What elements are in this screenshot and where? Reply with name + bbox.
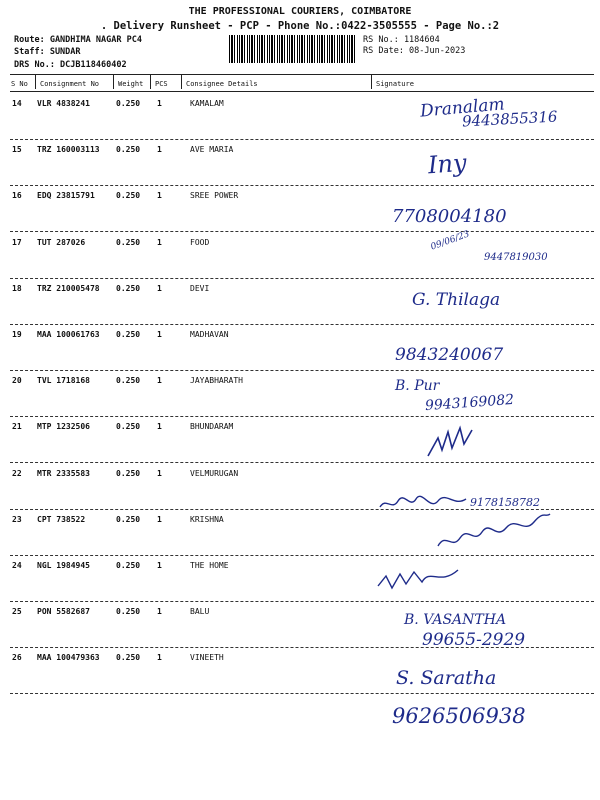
row-pcs: 1 — [157, 607, 162, 617]
signature-scribble — [434, 510, 554, 555]
row-pcs: 1 — [157, 191, 162, 201]
row-weight: 0.250 — [116, 607, 141, 617]
barcode — [229, 35, 355, 63]
row-weight: 0.250 — [116, 330, 141, 339]
signature-date: 09/06/23 — [429, 229, 471, 253]
table-top-rule — [10, 74, 594, 75]
col-signature-header: Signature — [376, 80, 414, 88]
row-pcs: 1 — [157, 283, 162, 293]
row-consignee: THE HOME — [190, 561, 229, 570]
row-sno: 14 — [12, 99, 22, 108]
signature-phone: 9843240067 — [395, 345, 504, 365]
row-consignee: MADHAVAN — [190, 330, 229, 339]
row-consignee: BHUNDARAM — [190, 422, 234, 432]
row-consignee: VINEETH — [190, 653, 224, 663]
row-pcs: 1 — [157, 145, 162, 155]
row-pcs: 1 — [157, 653, 162, 663]
signature-scribble — [374, 560, 464, 595]
row-pcs: 1 — [157, 514, 162, 524]
col-divider — [113, 75, 114, 89]
row-sno: 15 — [12, 145, 22, 155]
row-weight: 0.250 — [116, 237, 141, 247]
table-header-rule — [10, 91, 594, 92]
row-consignment-no: VLR 4838241 — [37, 99, 90, 108]
row-consignment-no: TVL 1718168 — [37, 376, 90, 386]
staff-label: Staff: SUNDAR — [14, 47, 81, 57]
row-consignment-no: NGL 1984945 — [37, 561, 90, 570]
row-pcs: 1 — [157, 422, 162, 432]
col-pcs-header: PCS — [155, 80, 168, 88]
row-weight: 0.250 — [116, 191, 141, 201]
col-divider — [35, 75, 36, 89]
row-consignment-no: EDQ 23815791 — [37, 191, 95, 201]
table-row — [10, 555, 594, 602]
row-divider — [10, 693, 594, 694]
row-consignee: JAYABHARATH — [190, 376, 243, 386]
row-sno: 26 — [12, 653, 22, 663]
row-consignee: FOOD — [190, 237, 210, 247]
col-consignee-header: Consignee Details — [186, 80, 258, 88]
row-sno: 24 — [12, 561, 22, 570]
row-sno: 19 — [12, 330, 22, 339]
signature-scribble — [420, 418, 490, 463]
row-consignment-no: TUT 287026 — [37, 237, 86, 247]
row-weight: 0.250 — [116, 283, 141, 293]
row-pcs: 1 — [157, 99, 162, 108]
signature-phone: 9443855316 — [461, 107, 558, 131]
rs-date: RS Date: 08-Jun-2023 — [363, 46, 466, 56]
row-pcs: 1 — [157, 376, 162, 386]
row-pcs: 1 — [157, 468, 162, 478]
row-weight: 0.250 — [116, 145, 141, 155]
table-row — [10, 647, 594, 694]
row-sno: 23 — [12, 514, 22, 524]
row-consignee: AVE MARIA — [190, 145, 234, 155]
row-sno: 21 — [12, 422, 22, 432]
route-label: Route: GANDHIMA NAGAR PC4 — [14, 35, 142, 45]
signature-phone: 9626506938 — [392, 704, 526, 728]
company-title: THE PROFESSIONAL COURIERS, COIMBATORE — [188, 6, 412, 17]
row-sno: 25 — [12, 607, 22, 617]
row-weight: 0.250 — [116, 514, 141, 524]
signature-handwriting: S. Saratha — [396, 667, 497, 689]
col-weight-header: Weight — [118, 80, 144, 88]
col-divider — [371, 75, 372, 89]
row-consignee: DEVI — [190, 283, 210, 293]
signature-phone: 99655-2929 — [422, 630, 526, 650]
row-weight: 0.250 — [116, 376, 141, 386]
row-consignment-no: MAA 100479363 — [37, 653, 100, 663]
row-pcs: 1 — [157, 237, 162, 247]
drs-number: DRS No.: DCJB118460402 — [14, 60, 127, 70]
row-consignment-no: MAA 100061763 — [37, 330, 100, 339]
signature-handwriting: B. Pur — [395, 378, 440, 394]
row-consignment-no: CPT 738522 — [37, 514, 86, 524]
row-weight: 0.250 — [116, 422, 141, 432]
row-consignment-no: MTR 2335583 — [37, 468, 90, 478]
table-row — [10, 416, 594, 463]
col-consignment-header: Consignment No — [40, 80, 100, 88]
row-pcs: 1 — [157, 561, 162, 570]
table-row — [10, 278, 594, 325]
row-sno: 16 — [12, 191, 22, 201]
signature-phone: 9178158782 — [470, 496, 540, 509]
rs-number: RS No.: 1184604 — [363, 35, 440, 45]
row-consignment-no: TRZ 210005478 — [37, 283, 100, 293]
signature-handwriting: Iny — [427, 148, 468, 180]
row-weight: 0.250 — [116, 653, 141, 663]
row-weight: 0.250 — [116, 99, 141, 108]
row-pcs: 1 — [157, 330, 162, 339]
row-sno: 18 — [12, 283, 22, 293]
signature-handwriting: G. Thilaga — [412, 290, 501, 310]
signature-handwriting: Dranalam — [419, 94, 506, 122]
runsheet-subtitle: . Delivery Runsheet - PCP - Phone No.:0422-3505555 - Page No.:2 — [100, 20, 500, 32]
row-consignment-no: MTP 1232506 — [37, 422, 90, 432]
row-consignee: BALU — [190, 607, 210, 617]
signature-phone: 9943169082 — [424, 391, 515, 415]
col-sno-header: S No — [11, 80, 28, 88]
row-consignment-no: PON 5582687 — [37, 607, 90, 617]
table-row — [10, 324, 594, 371]
signature-phone: 7708004180 — [392, 206, 507, 227]
row-consignee: VELMURUGAN — [190, 468, 239, 478]
table-row — [10, 139, 594, 186]
row-weight: 0.250 — [116, 561, 141, 570]
row-consignment-no: TRZ 160003113 — [37, 145, 100, 155]
col-divider — [150, 75, 151, 89]
row-sno: 22 — [12, 468, 22, 478]
row-consignee: KRISHNA — [190, 514, 224, 524]
row-consignee: KAMALAM — [190, 99, 224, 108]
signature-handwriting: B. VASANTHA — [404, 612, 507, 628]
row-weight: 0.250 — [116, 468, 141, 478]
row-consignee: SREE POWER — [190, 191, 239, 201]
col-divider — [181, 75, 182, 89]
row-sno: 20 — [12, 376, 22, 386]
row-sno: 17 — [12, 237, 22, 247]
signature-phone: 9447819030 — [484, 252, 548, 263]
